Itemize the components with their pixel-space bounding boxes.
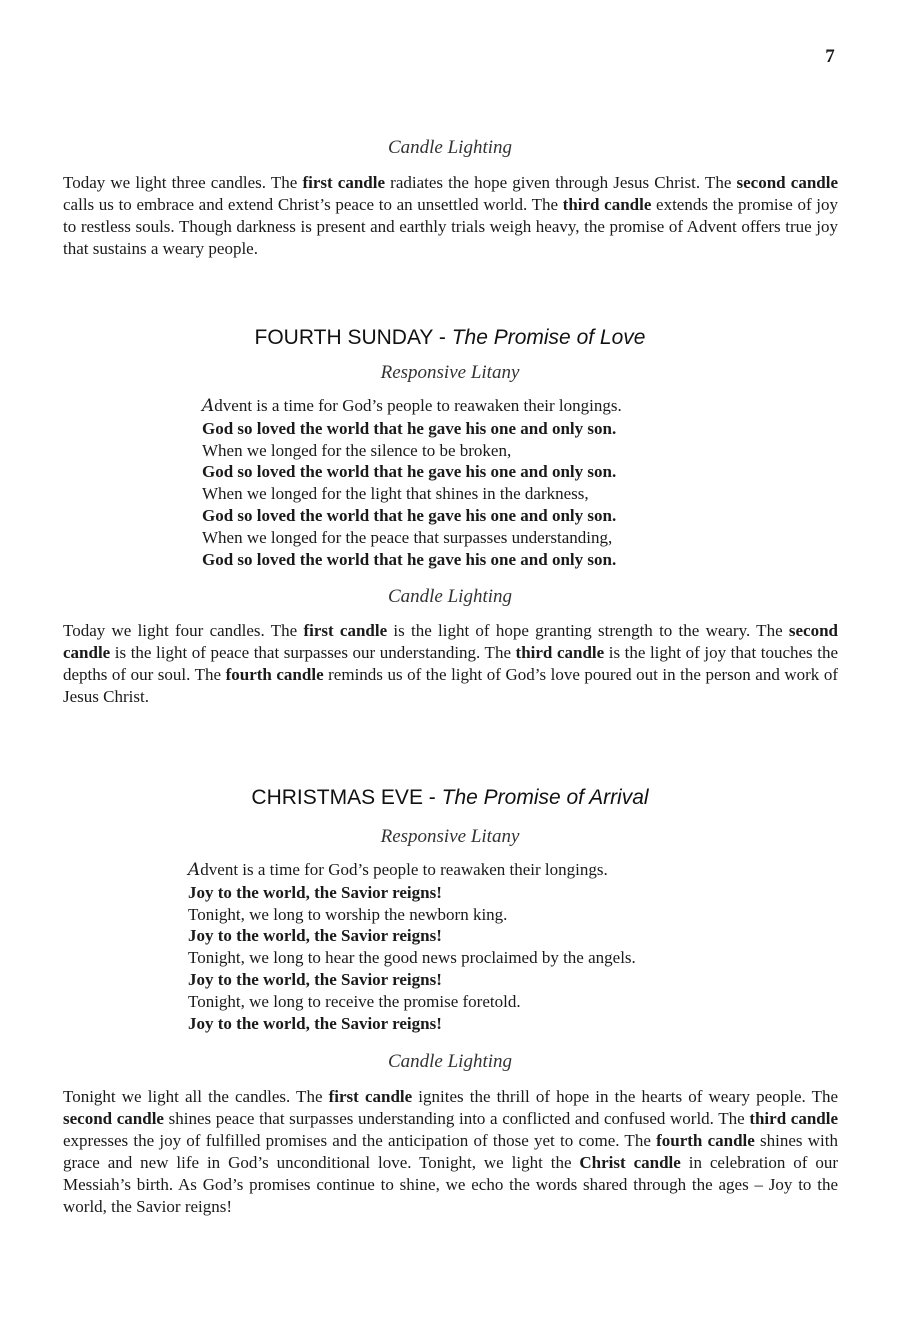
litany-line-text: Tonight, we long to worship the newborn king. (188, 904, 508, 924)
text-run: shines peace that surpasses understanding into a conflicted and confused world. The (163, 1109, 750, 1128)
litany-initial-letter: A (188, 860, 201, 880)
litany-line-text: Joy to the world, the Savior reigns! (188, 969, 442, 989)
litany-leader-line (202, 483, 622, 505)
litany-line-text: Joy to the world, the Savior reigns! (188, 926, 442, 946)
section-title-main: CHRISTMAS EVE - (251, 786, 442, 809)
litany-response-line (188, 882, 636, 904)
litany-leader-line (202, 395, 622, 418)
section-title-main: FOURTH SUNDAY - (254, 326, 452, 349)
text-run: Tonight we light all the candles. The (63, 1087, 329, 1106)
litany-leader-line (188, 904, 636, 926)
litany-fourth-sunday (202, 395, 622, 570)
candle-lighting-heading-third: Candle Lighting (387, 137, 513, 158)
candle-lighting-paragraph-third (63, 172, 838, 260)
responsive-litany-heading-eve: Responsive Litany (380, 826, 520, 847)
text-run: is the light of hope granting strength to the weary. The (387, 621, 789, 640)
litany-response-line (188, 1013, 636, 1035)
litany-response-line (188, 925, 636, 947)
bold-phrase: first candle (303, 621, 388, 640)
candle-lighting-paragraph-eve (63, 1086, 838, 1218)
candle-lighting-heading-eve: Candle Lighting (387, 1051, 513, 1072)
text-run: reminds us of the light of God’s love poured out in the person and work of Jesus Christ. (63, 665, 839, 706)
bold-phrase: second candle (63, 1109, 164, 1128)
litany-initial-letter: A (202, 396, 215, 416)
litany-line-text: When we longed for the light that shines in the darkness, (202, 484, 589, 504)
litany-line-text: God so loved the world that he gave his one and only son. (202, 505, 617, 525)
bold-phrase: third candle (515, 643, 605, 662)
litany-response-line (202, 461, 622, 483)
litany-line-text: dvent is a time for God’s people to reawaken their longings. (200, 860, 608, 879)
litany-line-text: God so loved the world that he gave his one and only son. (202, 549, 617, 569)
bold-phrase: fourth candle (656, 1131, 755, 1150)
litany-leader-line (188, 859, 636, 882)
litany-line-text: When we longed for the peace that surpasses understanding, (202, 527, 613, 547)
litany-line-text: Joy to the world, the Savior reigns! (188, 882, 442, 902)
text-run: in celebration of our Messiah’s birth. As God’s promises continue to shine, we echo the words shared through the ages – Joy to the world, the Savior reigns! (63, 1153, 839, 1216)
bold-phrase: third candle (749, 1109, 839, 1128)
page-number: 7 (825, 46, 835, 67)
text-run: radiates the hope given through Jesus Christ. The (385, 173, 737, 192)
litany-line-text: God so loved the world that he gave his one and only son. (202, 462, 617, 482)
litany-leader-line (202, 440, 622, 462)
bold-phrase: Christ candle (579, 1153, 681, 1172)
litany-line-text: dvent is a time for God’s people to reawaken their longings. (214, 396, 622, 415)
candle-lighting-paragraph-fourth (63, 620, 838, 708)
litany-line-text: When we longed for the silence to be broken, (202, 440, 512, 460)
litany-response-line (202, 505, 622, 527)
text-run: calls us to embrace and extend Christ’s peace to an unsettled world. The (63, 195, 563, 214)
text-run: shines with grace and new life in God’s unconditional love. Tonight, we light the (63, 1131, 838, 1172)
responsive-litany-heading-fourth: Responsive Litany (380, 362, 520, 383)
bold-phrase: second candle (63, 621, 838, 662)
litany-response-line (202, 549, 622, 571)
litany-leader-line (188, 947, 636, 969)
text-run: expresses the joy of fulfilled promises and the anticipation of those yet to come. The (63, 1131, 657, 1150)
section-title-christmas-eve (0, 786, 900, 810)
litany-christmas-eve (188, 859, 636, 1034)
section-title-subtitle: The Promise of Arrival (441, 786, 649, 809)
litany-line-text: Tonight, we long to receive the promise foretold. (188, 991, 521, 1011)
text-run: ignites the thrill of hope in the hearts of weary people. The (412, 1087, 838, 1106)
candle-lighting-heading-fourth: Candle Lighting (387, 586, 513, 607)
bold-phrase: first candle (328, 1087, 413, 1106)
bold-phrase: third candle (562, 195, 652, 214)
text-run: is the light of peace that surpasses our understanding. The (110, 643, 516, 662)
text-run: is the light of joy that touches the depths of our soul. The (63, 643, 838, 684)
bold-phrase: fourth candle (225, 665, 324, 684)
litany-leader-line (202, 527, 622, 549)
bold-phrase: second candle (736, 173, 839, 192)
litany-line-text: Joy to the world, the Savior reigns! (188, 1013, 442, 1033)
text-run: Today we light three candles. The (63, 173, 303, 192)
litany-response-line (188, 969, 636, 991)
litany-response-line (202, 418, 622, 440)
bold-phrase: first candle (302, 173, 386, 192)
section-title-fourth-sunday (0, 326, 900, 350)
section-title-subtitle: The Promise of Love (451, 326, 646, 349)
litany-line-text: Tonight, we long to hear the good news proclaimed by the angels. (188, 948, 636, 968)
text-run: Today we light four candles. The (63, 621, 304, 640)
litany-line-text: God so loved the world that he gave his one and only son. (202, 418, 617, 438)
litany-leader-line (188, 991, 636, 1013)
text-run: extends the promise of joy to restless souls. Though darkness is present and earthly trials weigh heavy, the promise of Advent offers true joy that sustains a weary people. (63, 195, 838, 258)
